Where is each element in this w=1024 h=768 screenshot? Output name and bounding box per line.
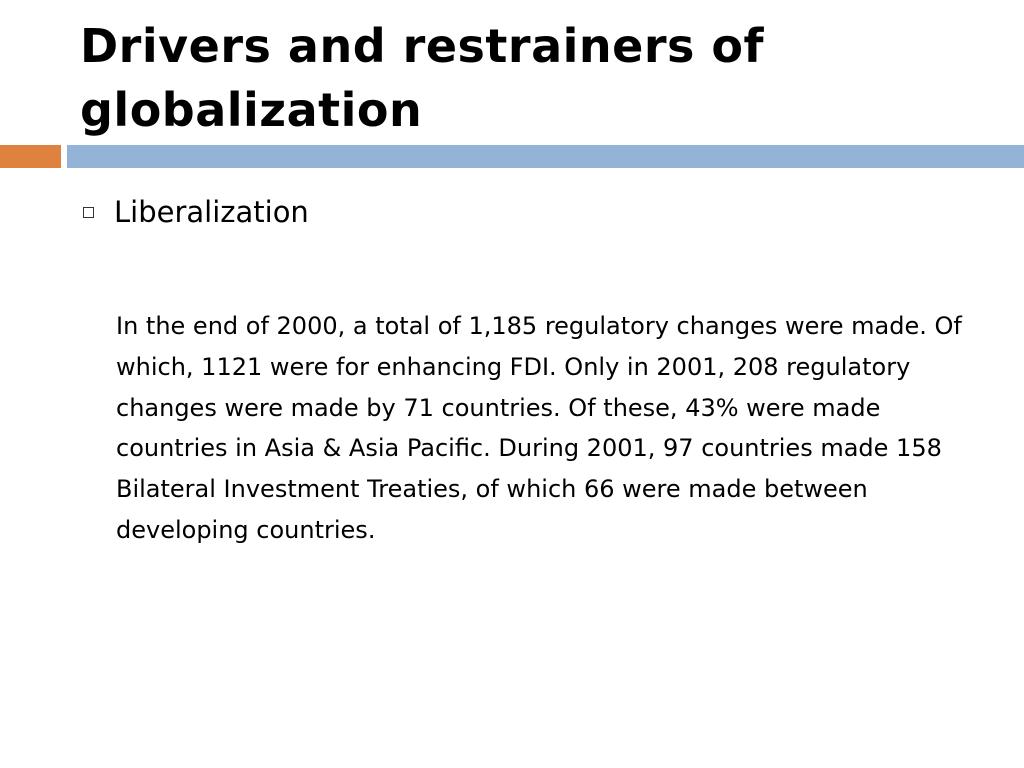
bullet-label: Liberalization: [114, 195, 309, 229]
body-paragraph: In the end of 2000, a total of 1,185 regulatory changes were made. Of which, 1121 were for enhancing FDI. Only in 2001, 208 regulatory changes were made by 71 countries. Of these, 43% were made countries in Asia & Asia Pacific. During 2001, 97 countries made 158 Bilateral Investment Treaties, of which 66 were made between developing countries.: [116, 312, 962, 544]
accent-bar-orange: [0, 145, 61, 168]
hollow-square-bullet-icon: [83, 207, 94, 218]
bullet-item: [83, 190, 309, 234]
slide-title: Drivers and restrainers of globalization: [80, 19, 765, 137]
accent-bar-blue: [67, 145, 1024, 168]
